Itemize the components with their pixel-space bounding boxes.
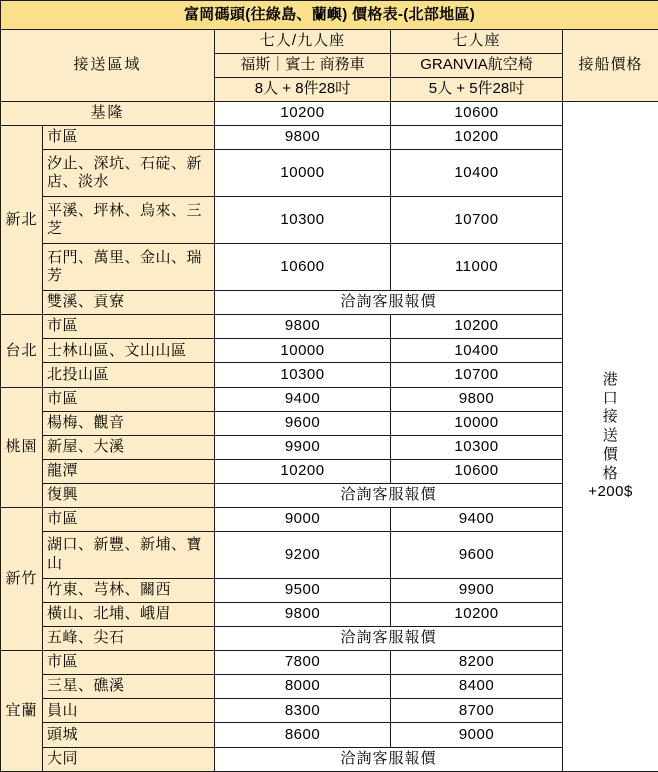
district-cell: 市區 bbox=[43, 126, 215, 150]
header-boat-label: 接船價格 bbox=[563, 30, 658, 102]
price-cell-van: 9000 bbox=[215, 507, 391, 531]
quote-cell: 洽詢客服報價 bbox=[215, 291, 563, 315]
price-cell-granvia: 8200 bbox=[391, 651, 563, 675]
price-cell-granvia: 10600 bbox=[391, 102, 563, 126]
header-col-a-capacity: 8人 + 8件28吋 bbox=[215, 78, 391, 102]
table-row bbox=[1, 532, 658, 579]
header-col-a-seats: 七人/九人座 bbox=[215, 30, 391, 54]
district-cell: 員山 bbox=[43, 699, 215, 723]
price-cell-van: 9200 bbox=[215, 532, 391, 579]
price-cell-van: 10000 bbox=[215, 339, 391, 363]
price-cell-granvia: 11000 bbox=[391, 244, 563, 291]
price-cell-granvia: 10700 bbox=[391, 363, 563, 387]
price-cell-granvia: 8700 bbox=[391, 699, 563, 723]
price-cell-granvia: 10000 bbox=[391, 411, 563, 435]
price-cell-van: 10000 bbox=[215, 150, 391, 197]
table-row bbox=[1, 315, 658, 339]
quote-cell: 洽詢客服報價 bbox=[215, 627, 563, 651]
table-row bbox=[1, 483, 658, 507]
price-cell-granvia: 10400 bbox=[391, 339, 563, 363]
table-row bbox=[1, 699, 658, 723]
table-row bbox=[1, 651, 658, 675]
boat-price-vertical-text bbox=[567, 371, 654, 484]
price-cell-granvia: 9800 bbox=[391, 387, 563, 411]
table-row bbox=[1, 126, 658, 150]
price-cell-granvia: 10200 bbox=[391, 126, 563, 150]
district-cell: 雙溪、貢寮 bbox=[43, 291, 215, 315]
region-cell: 基隆 bbox=[1, 102, 215, 126]
district-cell: 市區 bbox=[43, 651, 215, 675]
price-cell-van: 10300 bbox=[215, 197, 391, 244]
district-cell: 新屋、大溪 bbox=[43, 435, 215, 459]
district-cell: 龍潭 bbox=[43, 459, 215, 483]
table-row bbox=[1, 675, 658, 699]
district-cell: 三星、礁溪 bbox=[43, 675, 215, 699]
boat-price-surcharge: +200$ bbox=[588, 483, 633, 501]
header-col-b-capacity: 5人 + 5件28吋 bbox=[391, 78, 563, 102]
table-row bbox=[1, 507, 658, 531]
quote-cell: 洽詢客服報價 bbox=[215, 747, 563, 771]
district-cell: 石門、萬里、金山、瑞芳 bbox=[43, 244, 215, 291]
price-cell-granvia: 9400 bbox=[391, 507, 563, 531]
price-cell-granvia: 10200 bbox=[391, 603, 563, 627]
price-cell-van: 10300 bbox=[215, 363, 391, 387]
price-cell-granvia: 9900 bbox=[391, 578, 563, 602]
header-col-b-seats: 七人座 bbox=[391, 30, 563, 54]
district-cell: 楊梅、觀音 bbox=[43, 411, 215, 435]
table-row bbox=[1, 627, 658, 651]
boat-price-char: 接 bbox=[602, 408, 619, 426]
district-cell: 市區 bbox=[43, 387, 215, 411]
table-row bbox=[1, 578, 658, 602]
district-cell: 汐止、深坑、石碇、新店、淡水 bbox=[43, 150, 215, 197]
county-cell: 桃園 bbox=[1, 387, 43, 507]
district-cell: 頭城 bbox=[43, 723, 215, 747]
county-cell: 宜蘭 bbox=[1, 651, 43, 772]
price-cell-van: 9800 bbox=[215, 315, 391, 339]
county-cell: 台北 bbox=[1, 315, 43, 387]
table-row bbox=[1, 435, 658, 459]
district-cell: 湖口、新豐、新埔、寶山 bbox=[43, 532, 215, 579]
price-cell-granvia: 10600 bbox=[391, 459, 563, 483]
page-title: 富岡碼頭(往綠島、蘭嶼) 價格表-(北部地區) bbox=[1, 1, 658, 30]
price-cell-granvia: 10400 bbox=[391, 150, 563, 197]
district-cell: 市區 bbox=[43, 507, 215, 531]
district-cell: 市區 bbox=[43, 315, 215, 339]
district-cell: 士林山區、文山山區 bbox=[43, 339, 215, 363]
table-body bbox=[1, 1, 658, 772]
district-cell: 橫山、北埔、峨眉 bbox=[43, 603, 215, 627]
table-row bbox=[1, 244, 658, 291]
price-cell-van: 7800 bbox=[215, 651, 391, 675]
district-cell: 平溪、坪林、烏來、三芝 bbox=[43, 197, 215, 244]
table-row bbox=[1, 411, 658, 435]
table-row bbox=[1, 747, 658, 771]
table-row bbox=[1, 387, 658, 411]
district-cell: 北投山區 bbox=[43, 363, 215, 387]
price-cell-van: 10200 bbox=[215, 102, 391, 126]
price-cell-van: 8300 bbox=[215, 699, 391, 723]
price-cell-van: 9600 bbox=[215, 411, 391, 435]
price-cell-van: 8000 bbox=[215, 675, 391, 699]
price-cell-van: 9400 bbox=[215, 387, 391, 411]
price-cell-granvia: 9600 bbox=[391, 532, 563, 579]
price-cell-granvia: 10700 bbox=[391, 197, 563, 244]
table-row bbox=[1, 339, 658, 363]
title-row bbox=[1, 1, 658, 30]
boat-price-char: 格 bbox=[602, 464, 619, 482]
price-cell-van: 10600 bbox=[215, 244, 391, 291]
price-cell-van: 8600 bbox=[215, 723, 391, 747]
price-cell-van: 10200 bbox=[215, 459, 391, 483]
county-cell: 新北 bbox=[1, 126, 43, 315]
table-row bbox=[1, 150, 658, 197]
price-cell-van: 9800 bbox=[215, 603, 391, 627]
price-cell-van: 9900 bbox=[215, 435, 391, 459]
boat-price-char: 口 bbox=[602, 389, 619, 407]
district-cell: 竹東、芎林、關西 bbox=[43, 578, 215, 602]
boat-price-char: 港 bbox=[602, 370, 619, 388]
price-cell-granvia: 8400 bbox=[391, 675, 563, 699]
header-col-a-vehicle: 福斯｜賓士 商務車 bbox=[215, 54, 391, 78]
boat-price-char: 價 bbox=[602, 445, 619, 463]
boat-price-cell bbox=[563, 102, 658, 772]
boat-price-char: 送 bbox=[602, 427, 619, 445]
price-cell-granvia: 9000 bbox=[391, 723, 563, 747]
table-row bbox=[1, 291, 658, 315]
table-row bbox=[1, 363, 658, 387]
price-cell-van: 9500 bbox=[215, 578, 391, 602]
header-area-label: 接送區域 bbox=[1, 30, 215, 102]
price-cell-granvia: 10300 bbox=[391, 435, 563, 459]
table-row bbox=[1, 603, 658, 627]
header-row-1 bbox=[1, 30, 658, 54]
price-cell-van: 9800 bbox=[215, 126, 391, 150]
quote-cell: 洽詢客服報價 bbox=[215, 483, 563, 507]
district-cell: 五峰、尖石 bbox=[43, 627, 215, 651]
table-row bbox=[1, 723, 658, 747]
price-cell-granvia: 10200 bbox=[391, 315, 563, 339]
table-row bbox=[1, 102, 658, 126]
table-row bbox=[1, 459, 658, 483]
header-col-b-vehicle: GRANVIA航空椅 bbox=[391, 54, 563, 78]
district-cell: 大同 bbox=[43, 747, 215, 771]
county-cell: 新竹 bbox=[1, 507, 43, 650]
district-cell: 復興 bbox=[43, 483, 215, 507]
table-row bbox=[1, 197, 658, 244]
